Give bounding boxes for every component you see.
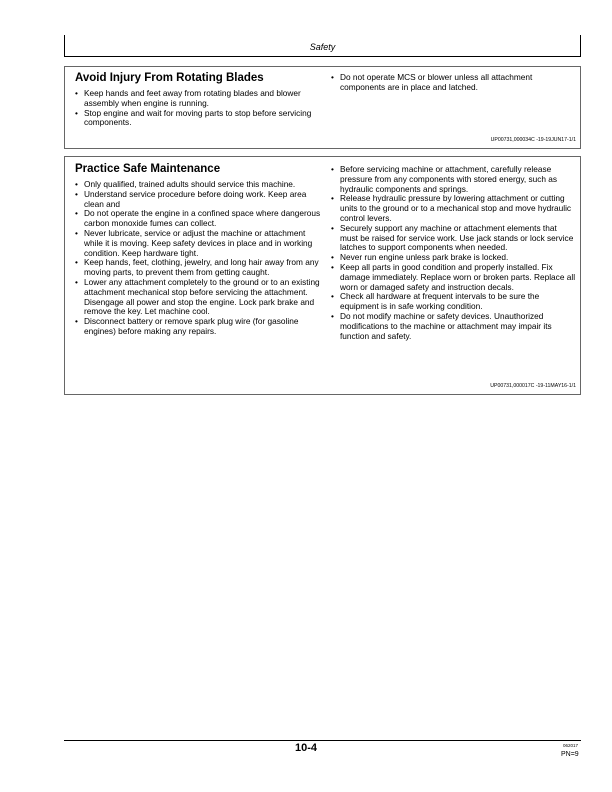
section-left-column: [75, 71, 321, 128]
list-item: • Do not operate the engine in a confined space where dangerous carbon monoxide fumes can collect.: [75, 209, 321, 229]
list-item: • Check all hardware at frequent intervals to be sure the equipment is in safe working condition.: [331, 292, 576, 312]
section-right-column: [331, 165, 576, 341]
section-left-column: [75, 162, 321, 337]
bullet-list: [331, 73, 576, 93]
document-code: UP00731,000034C -19-19JUN17-1/1: [490, 137, 576, 143]
bullet-list: [75, 89, 321, 128]
footer-pn: PN=9: [561, 751, 579, 758]
section-heading: Practice Safe Maintenance: [75, 163, 221, 175]
list-item: • Never lubricate, service or adjust the machine or attachment while it is moving. Keep safety devices in place and in working condition. Keep hardware tight.: [75, 229, 321, 258]
list-item: • Only qualified, trained adults should service this machine.: [75, 180, 321, 190]
footer-date-code: 062017: [563, 743, 579, 748]
footer-rule: [64, 740, 581, 741]
list-item: • Keep hands, feet, clothing, jewelry, and long hair away from any moving parts, to prevent them from getting caught.: [75, 258, 321, 278]
bullet-list: [331, 165, 576, 341]
list-item: • Do not operate MCS or blower unless all attachment components are in place and latched.: [331, 73, 576, 93]
section-heading: Avoid Injury From Rotating Blades: [75, 72, 264, 84]
list-item: • Stop engine and wait for moving parts to stop before servicing components.: [75, 109, 321, 129]
list-item: • Understand service procedure before doing work. Keep area clean and: [75, 190, 321, 210]
list-item: • Before servicing machine or attachment, carefully release pressure from any components with stored energy, such as hydraulic components and springs.: [331, 165, 576, 194]
page-number: 10-4: [294, 742, 318, 754]
list-item: • Keep all parts in good condition and properly installed. Fix damage immediately. Replace worn or broken parts. Replace all worn or damaged safety and instruction decals.: [331, 263, 576, 292]
list-item: • Securely support any machine or attachment elements that must be raised for service work. Use jack stands or lock service latches to support components when needed.: [331, 224, 576, 253]
section-right-column: [331, 73, 576, 93]
list-item: • Lower any attachment completely to the ground or to an existing attachment mechanical stop before servicing the attachment. Disengage all power and stop the engine. Lock park brake and remove the key. Let machine cool.: [75, 278, 321, 317]
list-item: • Never run engine unless park brake is locked.: [331, 253, 576, 263]
list-item: • Release hydraulic pressure by lowering attachment or cutting units to the ground or to a mechanical stop and move hydraulic control levers.: [331, 194, 576, 223]
section-safe-maintenance: [64, 156, 581, 395]
document-code: UP00731,000017C -19-11MAY16-1/1: [490, 383, 576, 389]
running-header-title: Safety: [309, 42, 336, 52]
list-item: • Keep hands and feet away from rotating blades and blower assembly when engine is running.: [75, 89, 321, 109]
bullet-list: [75, 180, 321, 337]
list-item: • Disconnect battery or remove spark plug wire (for gasoline engines) before making any repairs.: [75, 317, 321, 337]
header-bottom-rule: [64, 56, 581, 57]
list-item: • Do not modify machine or safety devices. Unauthorized modifications to the machine or attachment may impair its function and safety.: [331, 312, 576, 341]
section-rotating-blades: [64, 66, 581, 149]
